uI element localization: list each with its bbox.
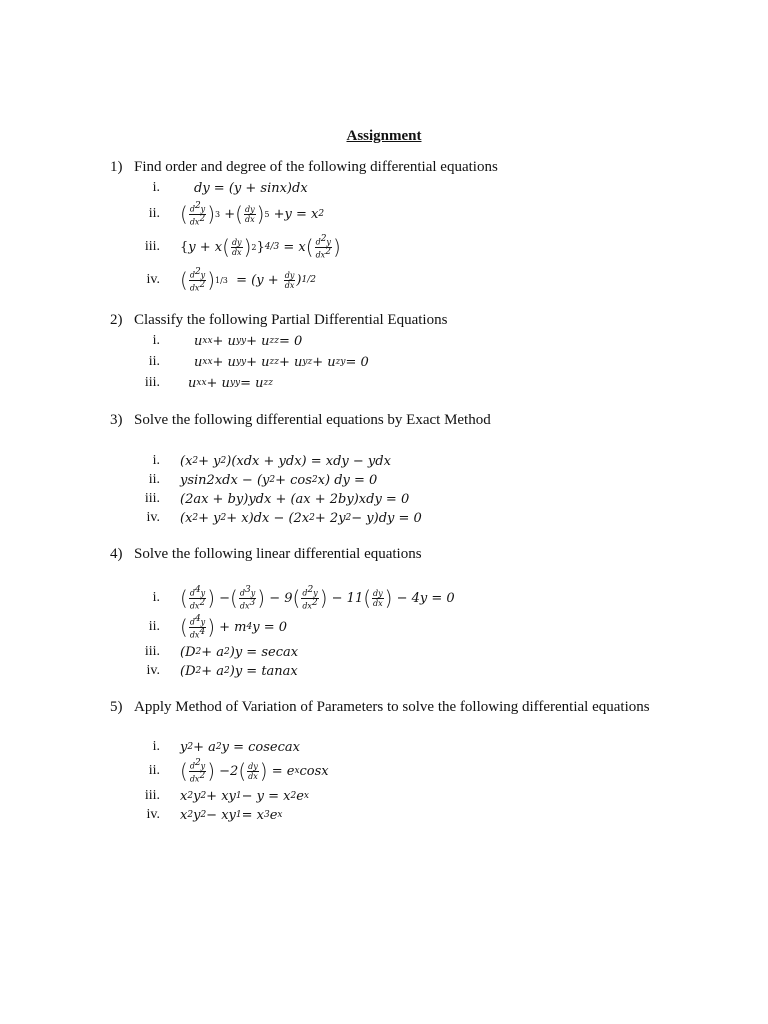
equation: dy = (y + sinx)dx: [194, 180, 308, 196]
equation-item: [136, 735, 736, 759]
question-1: [110, 159, 498, 176]
equation: { y + x ( $\frac{dy}{dx}$ ) 2 } 4/3 = x ( $\frac{d^2y}{dx^2}$ ): [180, 233, 341, 260]
equation: ( $\frac{d^2y}{dx^2}$ ) −2 ( $\frac{dy}{dx}$ ) = e x cosx: [180, 757, 329, 784]
question-2: [110, 312, 447, 329]
equation: (D 2 + a 2 )y = secax: [180, 644, 299, 660]
equation: u xx + u yy + u zz = 0: [194, 333, 303, 349]
item-numeral: iii.: [144, 491, 160, 506]
equation-item: [136, 659, 736, 683]
equation: x 2 y 2 + xy 1 − y = x 2 e x: [180, 788, 309, 804]
question-number: 1): [110, 159, 123, 175]
item-numeral: iv.: [146, 272, 160, 287]
item-numeral: i.: [152, 333, 160, 348]
equation: ( $\frac{d^4y}{dx^4}$ ) + m 4 y = 0: [180, 613, 288, 640]
equation-item: [136, 235, 736, 259]
equation-item: [136, 176, 736, 200]
equation-item: [136, 759, 736, 783]
question-number: 5): [110, 699, 123, 715]
question-text: Solve the following differential equations by Exact Method: [134, 412, 491, 428]
equation: (x 2 + y 2 )(xdx + ydx) = xdy − ydx: [180, 453, 391, 469]
item-numeral: iii.: [144, 788, 160, 803]
equation: u xx + u yy = u zz: [188, 375, 273, 391]
equation-item: [136, 506, 736, 530]
equation-item: [136, 803, 736, 827]
question-3: [110, 412, 491, 429]
question-text: Solve the following linear differential equations: [134, 546, 422, 562]
equation: ysin2xdx − (y 2 + cos 2 x) dy = 0: [180, 472, 378, 488]
equation-item: [136, 202, 736, 226]
question-5: [110, 699, 650, 716]
item-numeral: iii.: [144, 375, 160, 390]
item-numeral: iv.: [146, 663, 160, 678]
item-numeral: iv.: [146, 807, 160, 822]
item-numeral: iii.: [144, 644, 160, 659]
item-numeral: iv.: [146, 510, 160, 525]
question-text: Apply Method of Variation of Parameters to solve the following differential equations: [134, 699, 650, 715]
item-numeral: ii.: [148, 206, 160, 221]
equation-item: [136, 371, 736, 395]
equation: ( $\frac{d^2y}{dx^2}$ ) 3 + ( $\frac{dy}{dx}$ ) 5 +y = x 2: [180, 200, 325, 227]
question-number: 3): [110, 412, 123, 428]
item-numeral: i.: [152, 453, 160, 468]
equation: ( $\frac{d^4y}{dx^2}$ ) − ( $\frac{d^3y}{dx^3}$ ) − 9 ( $\frac{d^2y}{dx^2}$ ) − 11 ( $\frac{dy}{dx}$ ) − 4y = 0: [180, 584, 455, 611]
item-numeral: i.: [152, 590, 160, 605]
equation: y 2 + a 2 y = cosecax: [180, 739, 300, 755]
equation-item: [136, 268, 736, 292]
equation-item: [136, 586, 736, 610]
item-numeral: ii.: [148, 619, 160, 634]
item-numeral: ii.: [148, 354, 160, 369]
question-number: 2): [110, 312, 123, 328]
equation: u xx + u yy + u zz + u yz + u zy = 0: [194, 354, 369, 370]
equation-item: [136, 615, 736, 639]
question-number: 4): [110, 546, 123, 562]
equation: x 2 y 2 − xy 1 = x 3 e x: [180, 807, 283, 823]
item-numeral: ii.: [148, 472, 160, 487]
equation: (2ax + by)ydx + (ax + 2by)xdy = 0: [180, 491, 410, 507]
item-numeral: i.: [152, 180, 160, 195]
equation: ( $\frac{d^2y}{dx^2}$ ) 1/3 = (y + $\frac{dy}{dx}$ ) 1/2: [180, 266, 316, 293]
equation: (D 2 + a 2 )y = tanax: [180, 663, 298, 679]
item-numeral: i.: [152, 739, 160, 754]
question-text: Classify the following Partial Differential Equations: [134, 312, 448, 328]
page-title: Assignment: [346, 128, 422, 144]
question-text: Find order and degree of the following differential equations: [134, 159, 498, 175]
question-4: [110, 546, 422, 563]
item-numeral: iii.: [144, 239, 160, 254]
equation: (x 2 + y 2 + x)dx − (2x 2 + 2y 2 − y)dy = 0: [180, 510, 422, 526]
item-numeral: ii.: [148, 763, 160, 778]
